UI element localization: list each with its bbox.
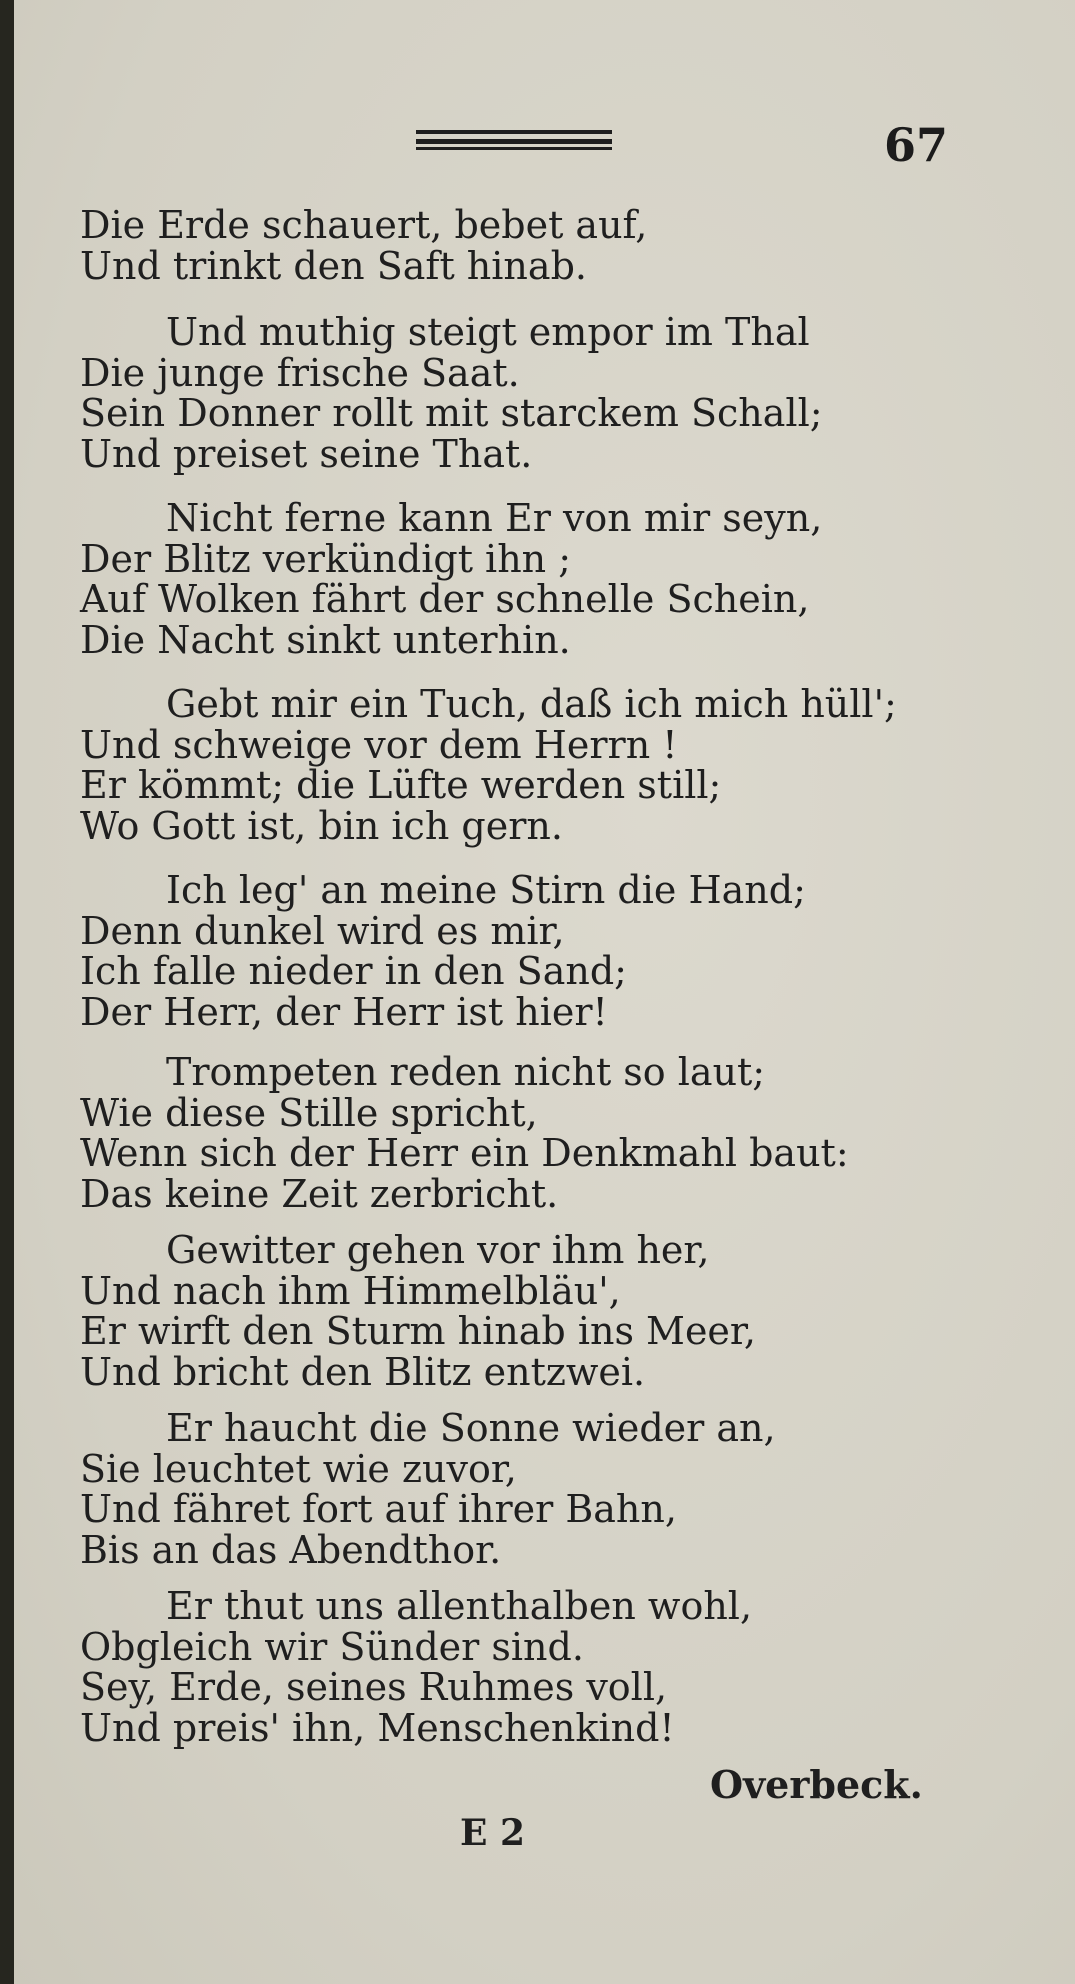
poem-line: Das keine Zeit zerbricht. — [80, 1171, 559, 1216]
poem-line: Wenn sich der Herr ein Denkmahl baut: — [80, 1131, 849, 1175]
stanza-gap — [80, 1032, 980, 1052]
poem-line: Die Erde schauert, bebet auf, — [80, 203, 648, 247]
poem-line: Bis an das Abendthor. — [80, 1527, 502, 1572]
poem-line: Obgleich wir Sünder sind. — [80, 1624, 584, 1669]
poem-line: Wie diese Stille spricht, — [80, 1090, 538, 1135]
poem-line: Und schweige vor dem Herrn ! — [80, 722, 678, 767]
poem-line: Und nach ihm Himmelbläu', — [80, 1268, 621, 1313]
poem-line: Und bricht den Blitz entzwei. — [80, 1349, 646, 1394]
poem-line: Auf Wolken fährt der schnelle Schein, — [80, 577, 810, 621]
poem-line: Gebt mir ein Tuch, daß ich mich hüll'; — [166, 682, 897, 726]
stanza — [80, 1586, 980, 1748]
stanza — [80, 312, 980, 474]
poem-line: Der Herr, der Herr ist hier! — [80, 989, 608, 1034]
stanza — [80, 1408, 980, 1570]
poem-line: Und muthig steigt empor im Thal — [166, 310, 810, 354]
stanza — [80, 1052, 980, 1214]
book-page — [14, 0, 1075, 1984]
poem-line: Die Nacht sinkt unterhin. — [80, 617, 571, 662]
poem-line: Wo Gott ist, bin ich gern. — [80, 803, 563, 848]
poem-line: Der Blitz verkündigt ihn ; — [80, 536, 572, 581]
poem-line: Und fähret fort auf ihrer Bahn, — [80, 1487, 677, 1531]
poem-line: Und preiset seine That. — [80, 431, 533, 476]
signature-mark: E 2 — [460, 1812, 526, 1854]
poem-line: Gewitter gehen vor ihm her, — [166, 1228, 710, 1272]
header-rule — [416, 130, 612, 150]
poem-line: Sie leuchtet wie zuvor, — [80, 1446, 517, 1491]
poem-line: Und trinkt den Saft hinab. — [80, 243, 587, 288]
poem-line: Ich falle nieder in den Sand; — [80, 949, 627, 993]
poem-line: Denn dunkel wird es mir, — [80, 908, 565, 953]
stanza-gap — [80, 660, 980, 684]
page-number: 67 — [884, 118, 949, 172]
poem-line: Er wirft den Sturm hinab ins Meer, — [80, 1309, 756, 1353]
stanza-gap — [80, 474, 980, 498]
poem-line: Er kömmt; die Lüfte werden still; — [80, 763, 722, 807]
stanza — [80, 870, 980, 1032]
poem-line: Sein Donner rollt mit starckem Schall; — [80, 391, 823, 435]
author-name: Overbeck. — [710, 1762, 923, 1807]
stanza — [80, 498, 980, 660]
stanza — [80, 1230, 980, 1392]
stanza-gap — [80, 846, 980, 870]
poem-line: Er thut uns allenthalben wohl, — [166, 1584, 753, 1628]
poem-line: Nicht ferne kann Er von mir seyn, — [166, 496, 823, 540]
poem-line: Und preis' ihn, Menschenkind! — [80, 1705, 675, 1750]
poem-line: Sey, Erde, seines Ruhmes voll, — [80, 1665, 668, 1709]
stanza-gap — [80, 286, 980, 312]
stanza — [80, 684, 980, 846]
stanza — [80, 205, 980, 286]
poem-line: Ich leg' an meine Stirn die Hand; — [166, 868, 806, 912]
poem-line: Die junge frische Saat. — [80, 350, 520, 395]
poem — [80, 205, 980, 1748]
poem-line: Trompeten reden nicht so laut; — [166, 1050, 766, 1094]
poem-line: Er haucht die Sonne wieder an, — [166, 1406, 776, 1450]
